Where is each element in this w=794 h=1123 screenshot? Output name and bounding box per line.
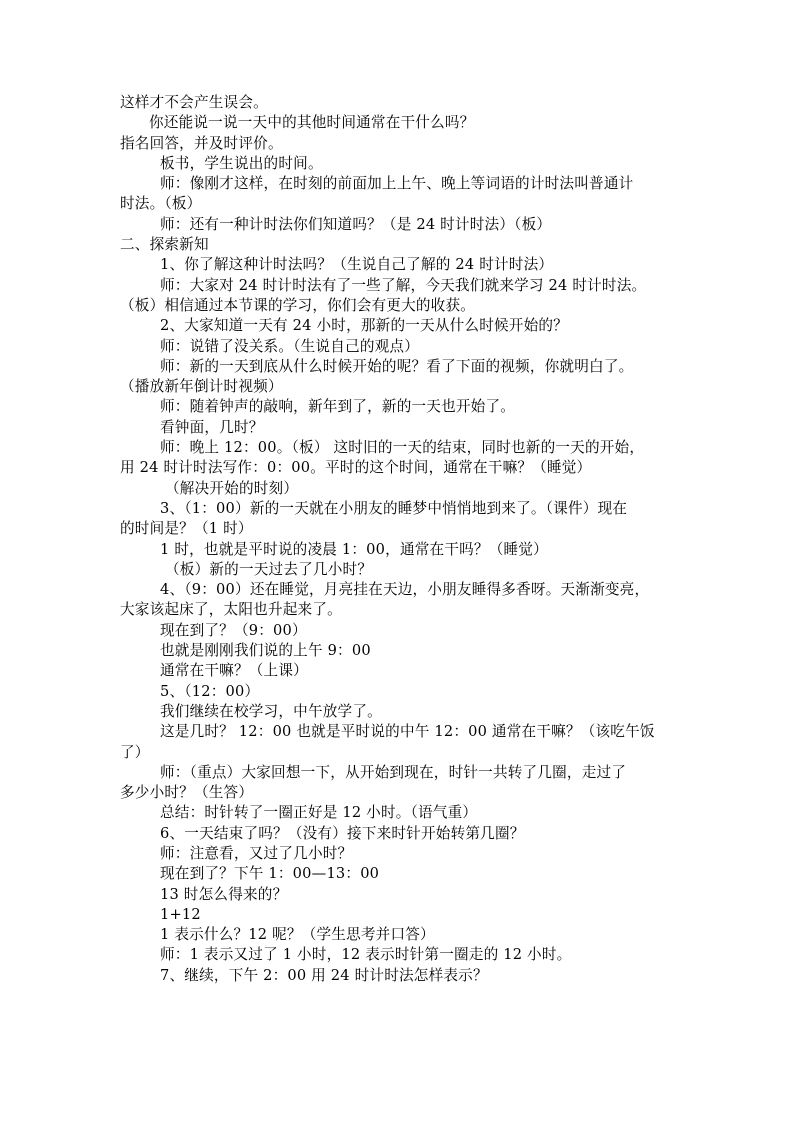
text-line: 师：新的一天到底从什么时候开始的呢？看了下面的视频，你就明白了。 xyxy=(160,357,634,375)
text-line: 大家该起床了，太阳也升起来了。 xyxy=(120,601,342,619)
text-line: 6、一天结束了吗？（没有）接下来时针开始转第几圈？ xyxy=(160,824,525,842)
text-line: 时法。（板） xyxy=(120,195,202,213)
lesson-plan-text xyxy=(120,93,680,986)
text-line: 7、继续，下午 2：00 用 24 时计时法怎样表示？ xyxy=(160,966,488,984)
text-line: 这样才不会产生误会。 xyxy=(120,94,268,111)
text-line: 总结：时针转了一圈正好是 12 小时。（语气重） xyxy=(160,804,478,822)
text-line: 3、（1：00）新的一天就在小朋友的睡梦中悄悄地到来了。（课件）现在 xyxy=(160,499,628,517)
text-line: 我们继续在校学习，中午放学了。 xyxy=(160,702,382,720)
text-line: 师：（重点）大家回想一下，从开始到现在，时针一共转了几圈，走过了 xyxy=(160,763,627,781)
text-line: 用 24 时计时法写作：0：00。平时的这个时间，通常在干嘛？（睡觉） xyxy=(120,459,592,477)
text-line: 师：还有一种计时法你们知道吗？（是 24 时计时法）（板） xyxy=(160,215,552,233)
text-line: （板）相信通过本节课的学习，你们会有更大的收获。 xyxy=(120,296,476,314)
text-line: 师：随着钟声的敲响，新年到了，新的一天也开始了。 xyxy=(160,398,516,416)
text-line: 指名回答，并及时评价。 xyxy=(120,134,283,152)
text-line: 师：注意看，又过了几小时？ xyxy=(160,844,353,862)
text-line: 1 表示什么？12 呢？（学生思考并口答） xyxy=(160,926,435,944)
text-line: 你还能说一说一天中的其他时间通常在干什么吗？ xyxy=(149,114,475,132)
text-line: 13 时怎么得来的？ xyxy=(160,885,288,903)
text-line: 现在到了？（9：00） xyxy=(160,621,307,639)
text-line: 5、（12：00） xyxy=(160,682,260,700)
text-line: 师：说错了没关系。（生说自己的观点） xyxy=(160,337,419,355)
text-line: 板书，学生说出的时间。 xyxy=(160,154,323,172)
text-line: 师：1 表示又过了 1 小时，12 表示时针第一圈走的 12 小时。 xyxy=(160,946,572,964)
text-line: 1、你了解这种计时法吗？（生说自己了解的 24 时计时法） xyxy=(160,256,554,274)
text-line: 的时间是？（1 时） xyxy=(120,520,253,538)
text-line: 1+12 xyxy=(160,905,201,923)
text-line: 1 时，也就是平时说的凌晨 1：00，通常在干吗？（睡觉） xyxy=(160,540,548,558)
text-line: 二、探索新知 xyxy=(120,236,209,254)
text-line: 4、（9：00）还在睡觉，月亮挂在天边，小朋友睡得多香呀。天渐渐变亮， xyxy=(160,581,650,599)
text-line: 这是几时？ 12：00 也就是平时说的中午 12：00 通常在干嘛？（该吃午饭 xyxy=(160,723,655,741)
text-line: 了） xyxy=(120,743,150,761)
text-line: 师：大家对 24 时计时法有了一些了解，今天我们就来学习 24 时计时法。 xyxy=(160,276,647,294)
text-line: 师：像刚才这样，在时刻的前面加上上午、晚上等词语的计时法叫普通计 xyxy=(160,175,634,193)
text-line: 2、大家知道一天有 24 小时，那新的一天从什么时候开始的？ xyxy=(160,317,568,335)
text-line: （板）新的一天过去了几小时？ xyxy=(165,560,373,578)
text-line: 看钟面，几时？ xyxy=(160,418,264,436)
text-line: 也就是刚刚我们说的上午 9：00 xyxy=(160,642,371,660)
text-line: 现在到了？下午 1：00—13：00 xyxy=(160,865,380,883)
text-line: （播放新年倒计时视频） xyxy=(120,378,283,396)
text-line: 多少小时？（生答） xyxy=(120,784,254,802)
text-line: 通常在干嘛？（上课） xyxy=(160,662,308,680)
text-line: 师：晚上 12：00。（板） 这时旧的一天的结束，同时也新的一天的开始， xyxy=(160,439,645,457)
text-line: （解决开始的时刻） xyxy=(165,479,299,497)
